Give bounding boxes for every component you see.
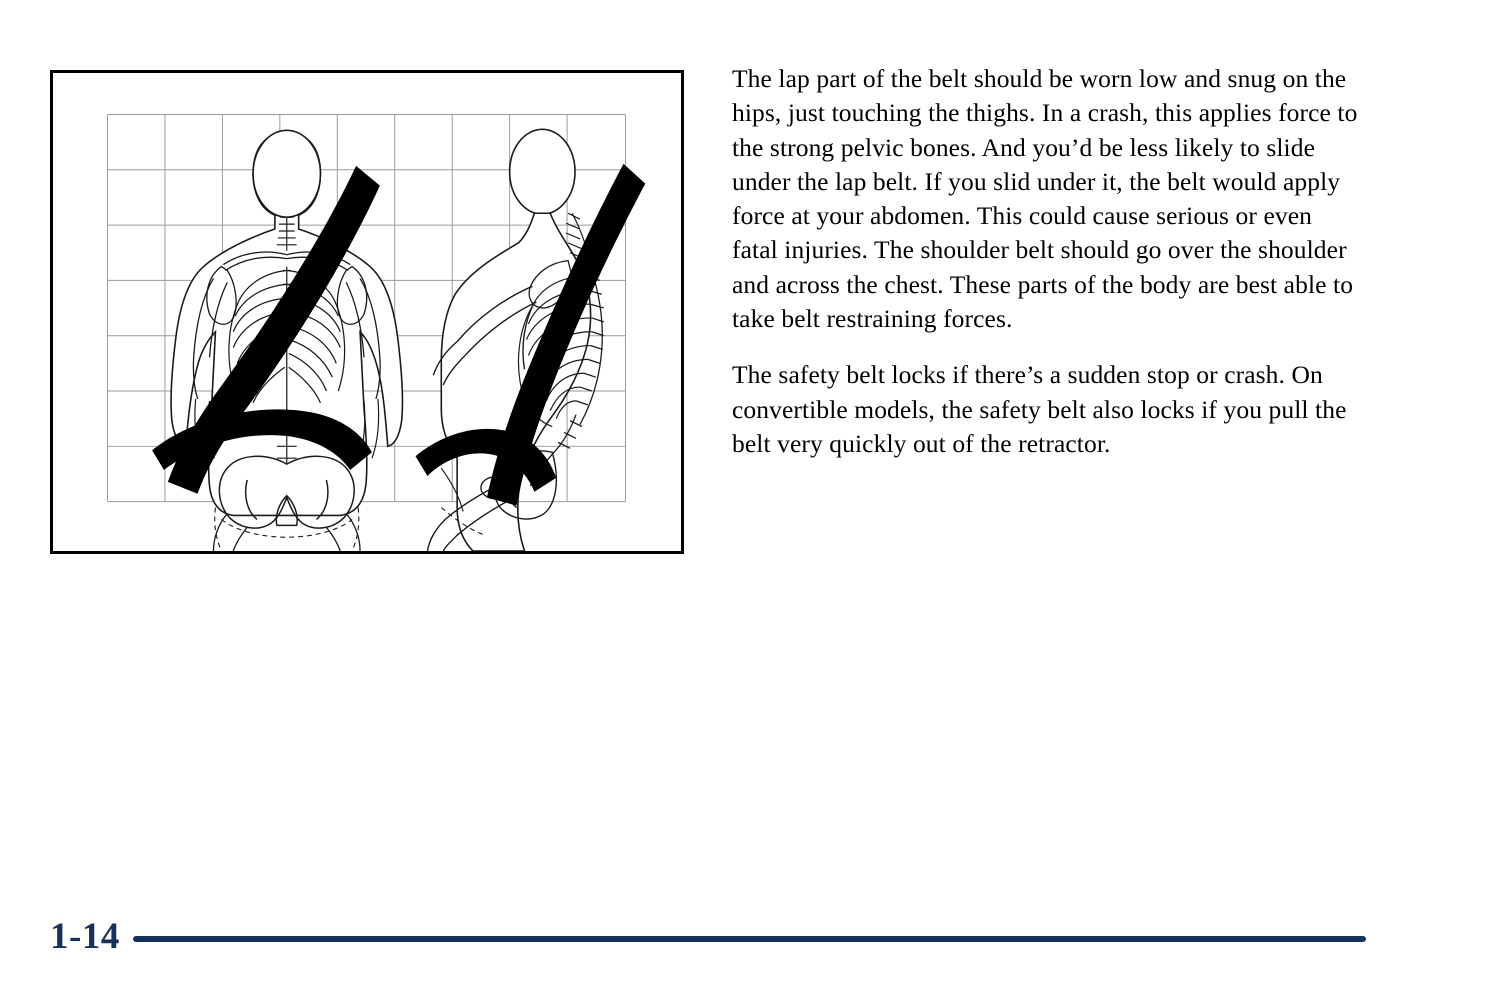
paragraph-1: The lap part of the belt should be worn low and snug on the hips, just touching the thighs. In a crash, this applies force to the strong pelvic bones. And you’d be less likely to slide under the lap belt. If you slid under it, the belt would apply force at your abdomen. This could cause serious or even fatal injuries. The shoulder belt should go over the shoulder and across the chest. These parts of the body are best able to take belt restraining forces. (732, 64, 1358, 334)
page-number: 1-14 (50, 916, 120, 957)
body-text-column (732, 62, 1364, 461)
footer-rule (133, 936, 1366, 942)
skeleton-seatbelt-illustration (53, 73, 681, 551)
figure-illustration (50, 70, 684, 554)
paragraph-2: The safety belt locks if there’s a sudden stop or crash. On convertible models, the safety belt also locks if you pull the belt very quickly out of the retractor. (732, 360, 1347, 458)
page-footer (0, 916, 1496, 962)
